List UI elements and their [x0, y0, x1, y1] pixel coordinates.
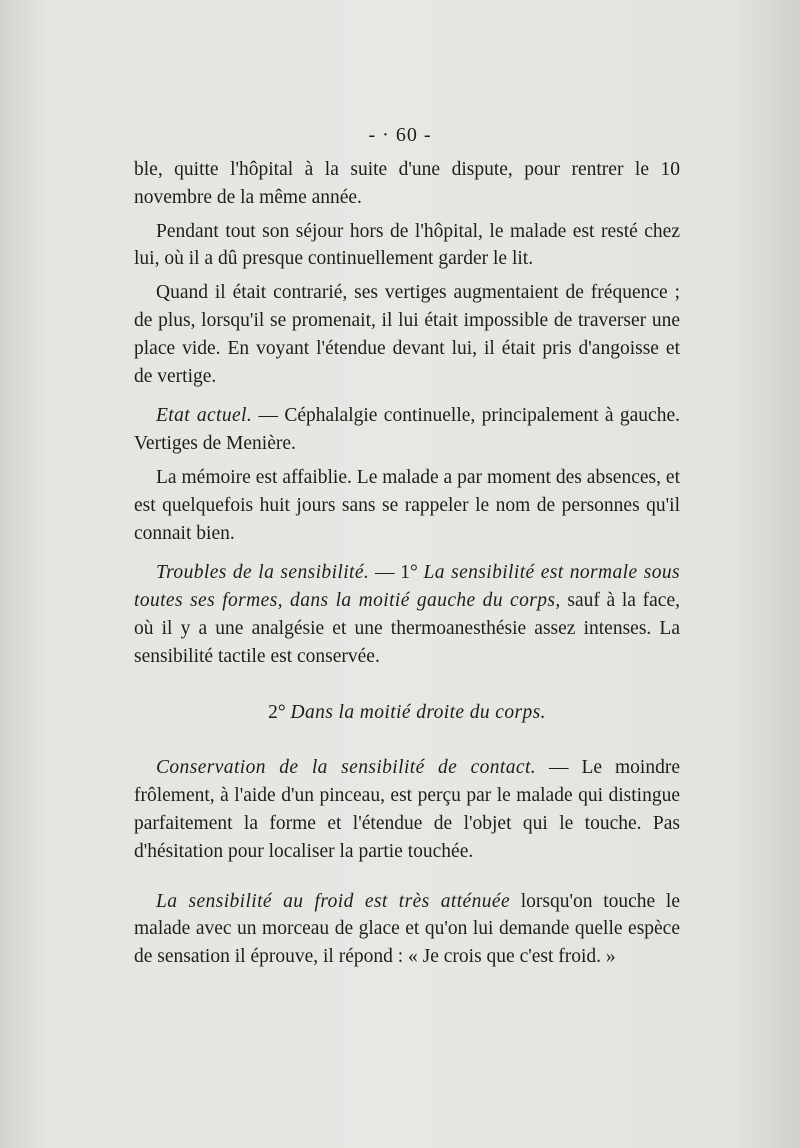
subheading-text: Dans la moitié droite du corps.	[290, 701, 546, 723]
paragraph-vertiges	[134, 279, 680, 390]
section-heading-contact: Conservation de la sensibilité de contact.	[156, 757, 537, 779]
body-text	[134, 156, 680, 971]
paragraph-text: lorsqu'on touche le malade avec un morceau de glace et qu'on lui demande quelle espèce de sensation il éprouve, il répond : « Je crois que c'est froid. »	[134, 890, 680, 968]
section-heading-etat-actuel: Etat actuel.	[156, 405, 253, 427]
paragraph-italic-text: La sensibilité est normale sous toutes ses formes, dans la moitié gauche du corps,	[134, 562, 680, 612]
paragraph-text: — Céphalalgie continuelle, principalement à gauche. Vertiges de Menière.	[134, 405, 680, 455]
paragraph-memoire	[134, 464, 680, 547]
paragraph-text: Pendant tout son séjour hors de l'hôpital, le malade est resté chez lui, où il a dû presque continuellement garder le lit.	[134, 220, 680, 270]
paragraph-text: — Le moindre frôlement, à l'aide d'un pinceau, est perçu par le malade qui distingue parfaitement la forme et l'étendue de l'objet qui le touche. Pas d'hésitation pour localiser la partie touchée.	[134, 757, 680, 862]
paragraph-text-mid: — 1°	[369, 562, 424, 584]
section-heading-froid: La sensibilité au froid est très atténuée	[156, 890, 511, 912]
subheading-number: 2°	[268, 701, 291, 723]
paragraph-etat-actuel	[134, 402, 680, 458]
paragraph-sensibilite-contact	[134, 754, 680, 865]
subheading-moitie-droite	[134, 699, 680, 727]
paragraph-hors-hopital	[134, 218, 680, 274]
page-number: - · 60 -	[368, 124, 432, 146]
paragraph-text: ble, quitte l'hôpital à la suite d'une dispute, pour rentrer le 10 novembre de la même année.	[134, 159, 680, 208]
paragraph-text: La mémoire est affaiblie. Le malade a par moment des absences, et est quelquefois huit jours sans se rappeler le nom de personnes qu'il connait bien.	[134, 466, 680, 544]
paragraph-continuation	[134, 156, 680, 212]
paragraph-text: Quand il était contrarié, ses vertiges augmentaient de fréquence ; de plus, lorsqu'il se promenait, il lui était impossible de traverser une place vide. En voyant l'étendue devant lui, il était pris d'angoisse et de vertige.	[134, 282, 680, 387]
paragraph-troubles-sensibilite	[134, 559, 680, 670]
paragraph-text: sauf à la face, où il y a une analgésie et une thermoanesthésie assez intenses. La sensibilité tactile est conservée.	[134, 590, 680, 667]
paragraph-sensibilite-froid	[134, 888, 680, 971]
section-heading-troubles: Troubles de la sensibilité.	[156, 562, 370, 584]
